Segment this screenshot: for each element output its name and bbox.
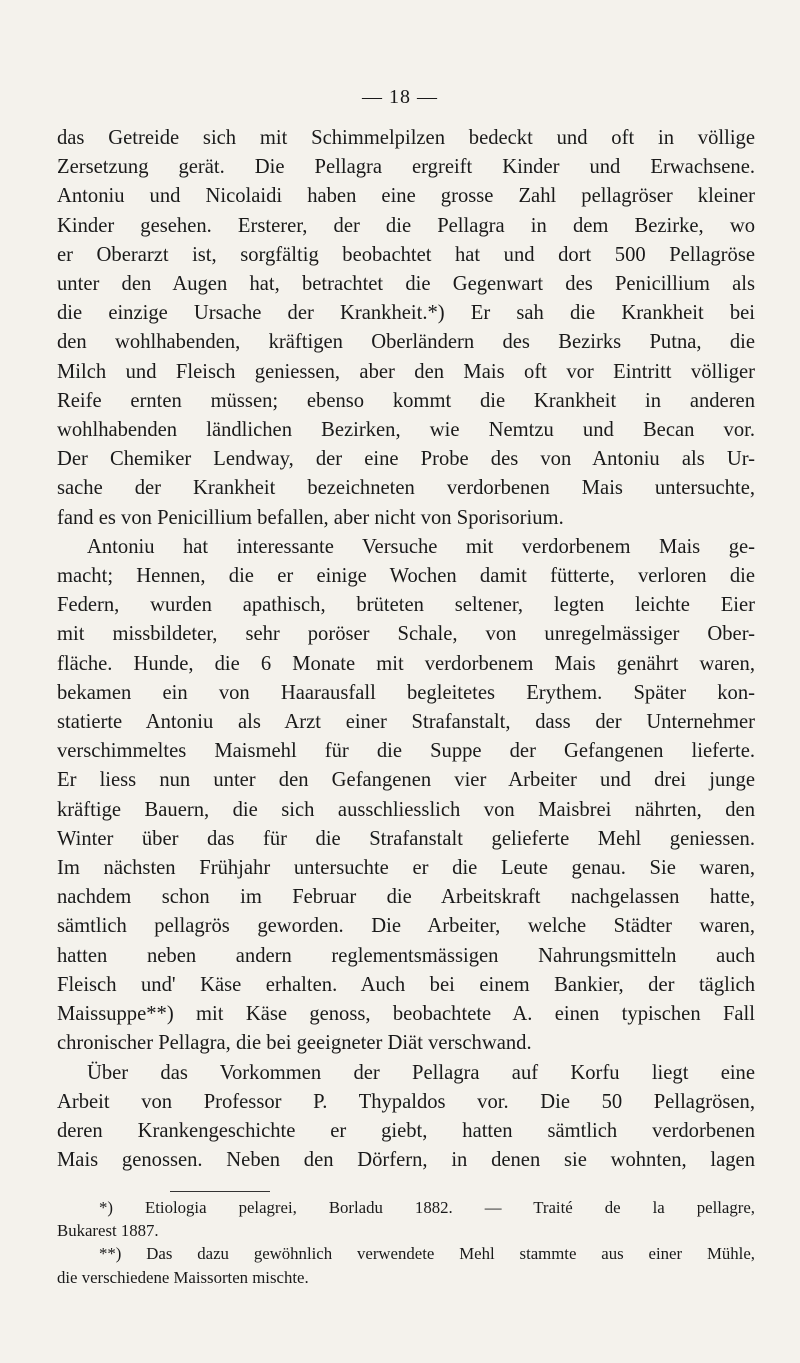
text-line: mit missbildeter, sehr poröser Schale, von unregelmässiger Ober- [57, 623, 755, 646]
footnote-line: Bukarest 1887. [57, 1221, 159, 1241]
paragraph-1 [57, 124, 755, 533]
text-line: das Getreide sich mit Schimmelpilzen bedeckt und oft in völlige [57, 127, 755, 149]
text-line: Reife ernten müssen; ebenso kommt die Krankheit in anderen [57, 389, 755, 412]
footnote-1 [57, 1196, 755, 1242]
footnote-line: *) Etiologia pelagrei, Borladu 1882. — Traité de la pellagre, [99, 1198, 755, 1217]
text-line: kräftige Bauern, die sich ausschliesslich von Maisbrei nährten, den [57, 798, 755, 821]
text-line: deren Krankengeschichte er giebt, hatten sämtlich verdorbenen [57, 1119, 755, 1142]
text-line: fläche. Hunde, die 6 Monate mit verdorbenem Mais genährt waren, [57, 652, 755, 675]
footnote-line: **) Das dazu gewöhnlich verwendete Mehl stammte aus einer Mühle, [99, 1244, 755, 1264]
footnote-line: die verschiedene Maissorten mischte. [57, 1267, 309, 1287]
text-line: Zersetzung gerät. Die Pellagra ergreift Kinder und Erwachsene. [57, 156, 755, 179]
text-line: Milch und Fleisch geniessen, aber den Mais oft vor Eintritt völliger [57, 360, 755, 383]
text-line: wohlhabenden ländlichen Bezirken, wie Nemtzu und Becan vor. [57, 419, 755, 442]
paragraph-2 [57, 533, 755, 1059]
text-line: Über das Vorkommen der Pellagra auf Korfu liegt eine [87, 1061, 755, 1084]
text-line: Im nächsten Frühjahr untersuchte er die Leute genau. Sie waren, [57, 857, 755, 880]
text-line: unter den Augen hat, betrachtet die Gegenwart des Penicillium als [57, 273, 755, 296]
footnote-2 [57, 1242, 755, 1288]
paragraph-3 [57, 1059, 755, 1176]
text-line: sache der Krankheit bezeichneten verdorbenen Mais untersuchte, [57, 477, 755, 500]
text-line: verschimmeltes Maismehl für die Suppe der Gefangenen lieferte. [57, 740, 755, 763]
text-line: Der Chemiker Lendway, der eine Probe des von Antoniu als Ur- [57, 448, 755, 471]
text-line: Fleisch und' Käse erhalten. Auch bei einem Bankier, der täglich [57, 973, 755, 996]
body-text [57, 124, 755, 1175]
footnotes [57, 1196, 755, 1289]
text-line: er Oberarzt ist, sorgfältig beobachtet hat und dort 500 Pellagröse [57, 243, 755, 266]
text-line: Antoniu hat interessante Versuche mit verdorbenem Mais ge- [87, 535, 755, 558]
text-line: bekamen ein von Haarausfall begleitetes Erythem. Später kon- [57, 681, 755, 704]
page-number: — 18 — [362, 86, 438, 108]
text-line: Kinder gesehen. Ersterer, der die Pellagra in dem Bezirke, wo [57, 214, 755, 237]
text-line: Winter über das für die Strafanstalt gelieferte Mehl geniessen. [57, 827, 755, 850]
text-line: die einzige Ursache der Krankheit.*) Er sah die Krankheit bei [57, 302, 755, 325]
text-line: nachdem schon im Februar die Arbeitskraft nachgelassen hatte, [57, 886, 755, 909]
text-line: macht; Hennen, die er einige Wochen damit fütterte, verloren die [57, 565, 755, 588]
text-line: sämtlich pellagrös geworden. Die Arbeiter, welche Städter waren, [57, 915, 755, 938]
footnote-divider [170, 1191, 270, 1192]
text-line: Federn, wurden apathisch, brüteten seltener, legten leichte Eier [57, 594, 755, 617]
text-line: Arbeit von Professor P. Thypaldos vor. Die 50 Pellagrösen, [57, 1090, 755, 1113]
text-line: Antoniu und Nicolaidi haben eine grosse Zahl pellagröser kleiner [57, 185, 755, 208]
text-line: hatten neben andern reglementsmässigen Nahrungsmitteln auch [57, 944, 755, 967]
text-line: chronischer Pellagra, die bei geeigneter Diät verschwand. [57, 1032, 532, 1055]
text-line: Mais genossen. Neben den Dörfern, in denen sie wohnten, lagen [57, 1149, 755, 1172]
text-line: statierte Antoniu als Arzt einer Strafanstalt, dass der Unternehmer [57, 711, 755, 734]
text-line: Er liess nun unter den Gefangenen vier Arbeiter und drei junge [57, 769, 755, 792]
text-line: fand es von Penicillium befallen, aber nicht von Sporisorium. [57, 506, 564, 529]
text-line: den wohlhabenden, kräftigen Oberländern des Bezirks Putna, die [57, 331, 755, 354]
text-line: Maissuppe**) mit Käse genoss, beobachtete A. einen typischen Fall [57, 1003, 755, 1026]
